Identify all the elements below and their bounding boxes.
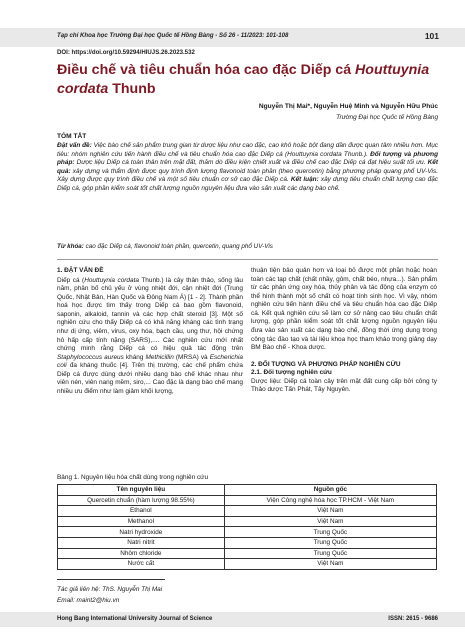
subsection-2-1-text: Dược liệu: Diếp cá toàn cây trên mặt đất cung cấp bởi công ty Thảo dược Tấn Phát, Tây Nguyên. (251, 377, 437, 394)
column-header: Nguồn gốc (224, 485, 436, 496)
table-cell: Việt Nam (224, 516, 436, 527)
running-header (0, 28, 465, 47)
subsection-2-1-heading: 2.1. Đối tượng nghiên cứu (251, 369, 332, 377)
article-title: Điều chế và tiêu chuẩn hóa cao đặc Diếp cá Houttuynia cordata Thunb (57, 62, 430, 97)
materials-table (57, 484, 437, 570)
table-row (58, 559, 437, 570)
journal-citation: Tạp chí Khoa học Trường Đại học Quốc tế Hồng Bàng - Số 26 - 11/2023: 101-108 (57, 32, 289, 39)
section-1-continued: thuận tiện bảo quản hơn và loại bỏ được một phần hoặc hoàn toàn các tạp chất (chất nhầy, gôm, chất béo, nhựa...). Sản phẩm từ các phản ứng oxy hóa, thủy phân và tác động của enzym có thể hình thành một số chất có hoạt tính sinh học. Vì vậy, nhóm nghiên cứu tiến hành điều chế và tiêu chuẩn hóa cao đặc Diếp cá. Kết quả nghiên cứu sẽ làm cơ sở nâng cao tiêu chuẩn chất lượng, góp phần kiểm soát tốt chất lượng nguồn nguyên liệu đưa vào sản xuất các dạng bào chế, đồng thời ứng dụng trong công tác đào tạo và tài liệu khoa học tham khảo trong giảng dạy BM Bào chế - Khoa dược. (251, 267, 437, 352)
table-row (58, 516, 437, 527)
table-row (58, 548, 437, 559)
author-list: Nguyễn Thị Mai*, Nguyễn Huệ Minh và Nguyễn Hữu Phúc (258, 103, 438, 110)
affiliation: Trường Đại học Quốc tế Hồng Bàng (336, 114, 438, 121)
footnote-divider (57, 579, 165, 580)
running-footer (0, 612, 465, 627)
abstract-text: Đặt vấn đề: Việc bào chế sản phẩm trung gian từ dược liệu như cao đặc, cao khô hoặc bột đang dần được quan tâm nhiều hơn. Mục tiêu: nhóm nghiên cứu tiến hành điều chế và tiêu chuẩn hóa cao đặc Diếp cá (Houttuynia cordata Thunb.). Đối tượng và phương pháp: Dược liệu Diếp cá toàn thân trên mặt đất, thăm dò điều kiện chiết xuất và điều chế cao đặc Diếp cá đạt hiệu suất tối ưu. Kết quả: xây dựng và thẩm định được quy trình định lượng flavonoid toàn phần (theo quercetin) bằng phương pháp quang phổ UV-Vis. Xây dựng được quy trình điều chế và một số tiêu chuẩn cơ sở cao đặc Diếp cá. Kết luận: xây dựng tiêu chuẩn chất lượng cao đặc Diếp cá, góp phần kiểm soát tốt chất lượng nguồn nguyên liệu đưa vào sản xuất các dạng bào chế. (57, 142, 438, 192)
doi-link[interactable]: DOI: https://doi.org/10.59294/HIUJS.26.2023.532 (57, 49, 195, 56)
table-cell: Quercetin chuẩn (hàm lượng 98.55%) (58, 495, 225, 506)
right-column (251, 267, 437, 395)
table-row (58, 537, 437, 548)
table-cell: Việt Nam (224, 559, 436, 570)
journal-name: Hong Bang International University Journal of Science (57, 616, 213, 622)
table-cell: Ethanol (58, 506, 225, 517)
abstract-heading: TÓM TẮT (57, 133, 87, 140)
table-row (58, 495, 437, 506)
left-column (57, 267, 243, 396)
corresponding-author: Tác giả liên hệ: ThS. Nguyễn Thị Mai (57, 586, 163, 593)
table-row (58, 527, 437, 538)
table-cell: Trung Quốc (224, 537, 436, 548)
section-divider (57, 259, 438, 260)
keywords: Từ khóa: cao đặc Diếp cá, flavonoid toàn phần, quercetin, quang phổ UV-Vis (57, 243, 273, 250)
table-cell: Nhôm chloride (58, 548, 225, 559)
page-number: 101 (424, 31, 439, 41)
table-cell: Methanol (58, 516, 225, 527)
section-1-heading: 1. ĐẶT VẤN ĐỀ (57, 267, 104, 274)
table-header-row (58, 485, 437, 496)
table-cell: Viện Công nghệ hóa học TP.HCM - Việt Nam (224, 495, 436, 506)
issn: ISSN: 2615 - 9686 (388, 616, 438, 622)
section-1-paragraph: Diếp cá (Houttuynia cordata Thunb.) là cây thân thảo, sống lâu năm, phân bố chủ yếu ở vùng nhiệt đới, cận nhiệt đới (Trung Quốc, Nhật Bản, Hàn Quốc và Đông Nam Á) [1 - 2]. Thành phần hoá học được tìm thấy trong Diếp cá bao gồm flavonoid, saponin, alkaloid, tannin và các hợp chất steroid [3]. Một số nghiên cứu cho thấy Diếp cá có khả năng kháng các tình trạng như dị ứng, viêm, virus, oxy hóa, bạch cầu, ung thư, hội chứng hô hấp cấp tính nặng (SARS),.... Các nghiên cứu mới nhất chứng minh rằng Diếp cá có hiệu quả tác động trên Staphylococcus aureus kháng Methicillin (MRSA) và Escherichia coli đa kháng thuốc [4]. Trên thị trường, các chế phẩm chứa Diếp cá được dùng dưới nhiều dạng bào chế khác nhau như viên nén, viên nang mềm, siro,... Cao đặc là dạng bào chế mang nhiều ưu điểm như làm giảm khối lượng, (57, 276, 244, 395)
table-cell: Trung Quốc (224, 527, 436, 538)
table-caption: Bảng 1. Nguyên liệu hóa chất dùng trong nghiên cứu (57, 474, 209, 481)
table-row (58, 506, 437, 517)
table-cell: Natri nitrit (58, 537, 225, 548)
table-cell: Nước cất (58, 559, 225, 570)
author-email[interactable]: Email: maint2@hiu.vn (57, 597, 120, 604)
table-cell: Natri hydroxide (58, 527, 225, 538)
table-cell: Trung Quốc (224, 548, 436, 559)
table-cell: Việt Nam (224, 506, 436, 517)
column-header: Tên nguyên liệu (58, 485, 225, 496)
section-2-heading: 2. ĐỐI TƯỢNG VÀ PHƯƠNG PHÁP NGHIÊN CỨU (251, 360, 401, 368)
